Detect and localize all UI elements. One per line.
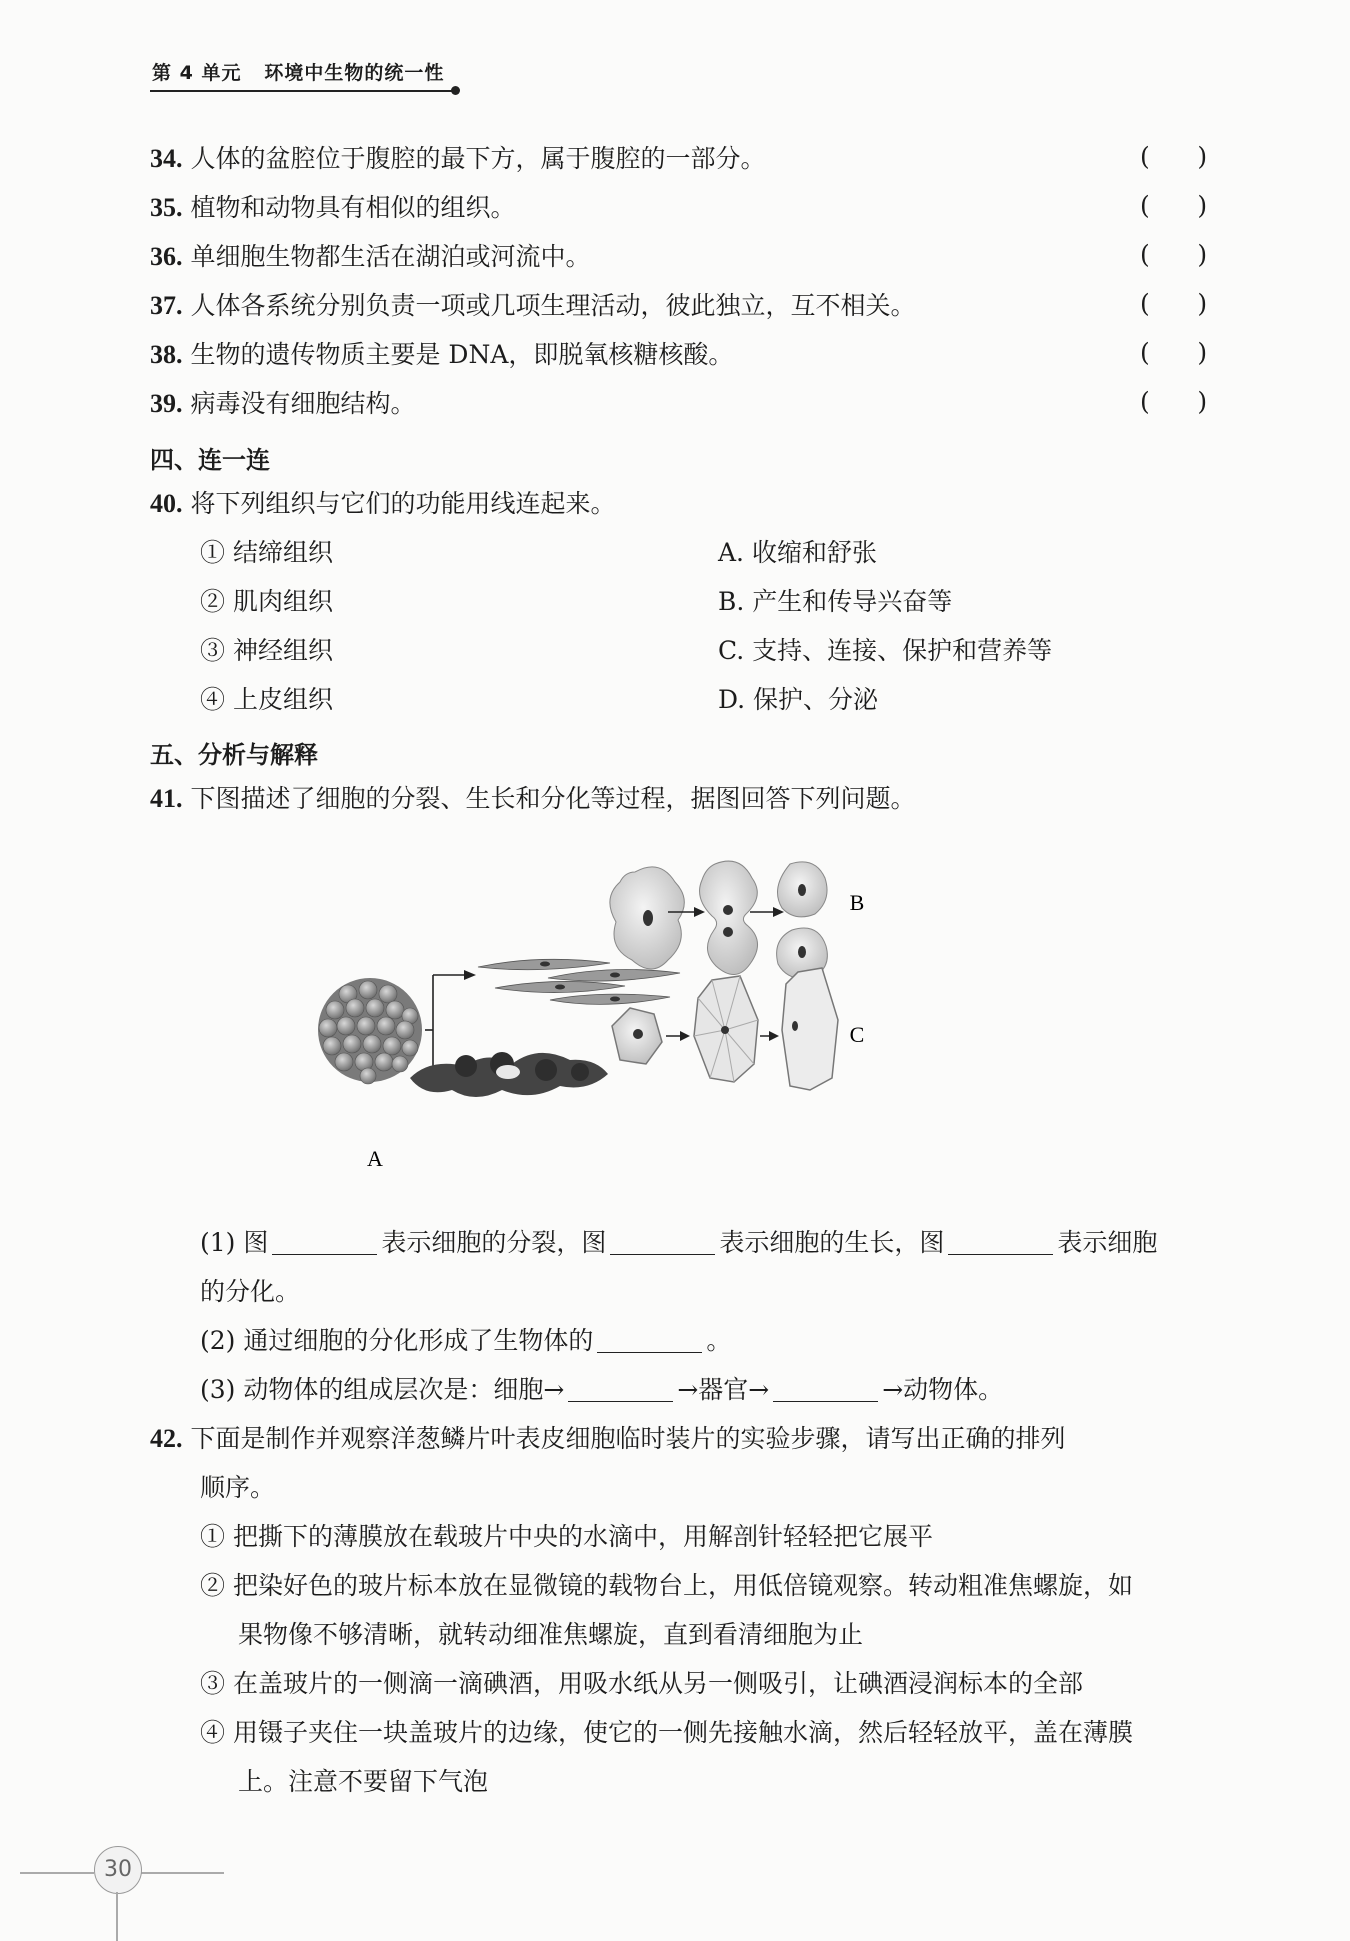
- header-rule: [150, 90, 456, 92]
- question-42: 42. 下面是制作并观察洋葱鳞片叶表皮细胞临时装片的实验步骤，请写出正确的排列: [150, 1424, 1066, 1453]
- unit-title: 环境中生物的统一性: [264, 62, 445, 84]
- figure-label-b: B: [849, 890, 865, 915]
- tissue-item-4[interactable]: ④ 上皮组织: [200, 685, 333, 714]
- step-2: ② 把染好色的玻片标本放在显微镜的载物台上，用低倍镜观察。转动粗准焦螺旋，如: [200, 1571, 1133, 1600]
- tissue-item-3[interactable]: ③ 神经组织: [200, 636, 333, 665]
- step-4-cont: 上。注意不要留下气泡: [238, 1767, 489, 1796]
- function-item-d[interactable]: D. 保护、分泌: [718, 685, 879, 714]
- figure-label-a: A: [367, 1146, 383, 1171]
- step-2-cont: 果物像不够清晰，就转动细准焦螺旋，直到看清细胞为止: [238, 1620, 864, 1649]
- page-number: 30: [94, 1846, 142, 1894]
- tissue-item-1[interactable]: ① 结缔组织: [200, 538, 333, 567]
- question-39: 39. 病毒没有细胞结构。: [150, 389, 416, 418]
- blank-differentiation[interactable]: [948, 1228, 1053, 1255]
- step-3: ③ 在盖玻片的一侧滴一滴碘酒，用吸水纸从另一侧吸引，让碘酒浸润标本的全部: [200, 1669, 1083, 1698]
- q41-sub1-line2: 的分化。: [200, 1277, 301, 1306]
- blank-formed[interactable]: [597, 1326, 702, 1353]
- running-header: [152, 58, 444, 85]
- function-item-c[interactable]: C. 支持、连接、保护和营养等: [718, 636, 1053, 665]
- question-41: 41. 下图描述了细胞的分裂、生长和分化等过程，据图回答下列问题。: [150, 784, 916, 813]
- question-37: 37. 人体各系统分别负责一项或几项生理活动，彼此独立，互不相关。: [150, 291, 916, 320]
- cell-cluster: [318, 978, 422, 1084]
- footer-rule-vertical: [116, 1892, 118, 1941]
- step-4: ④ 用镊子夹住一块盖玻片的边缘，使它的一侧先接触水滴，然后轻轻放平，盖在薄膜: [200, 1718, 1133, 1747]
- blank-level-2[interactable]: [773, 1375, 878, 1402]
- question-36: 36. 单细胞生物都生活在湖泊或河流中。: [150, 242, 591, 271]
- function-item-a[interactable]: A. 收缩和舒张: [718, 538, 877, 567]
- unit-label: 第 4 单元: [152, 62, 242, 84]
- q41-sub3: (3) 动物体的组成层次是：细胞→ →器官→ →动物体。: [200, 1375, 1004, 1404]
- step-1: ① 把撕下的薄膜放在载玻片中央的水滴中，用解剖针轻轻把它展平: [200, 1522, 933, 1551]
- question-40: 40. 将下列组织与它们的功能用线连起来。: [150, 489, 616, 518]
- answer-paren-37[interactable]: ( ): [1140, 289, 1208, 318]
- nerve-cells: [410, 1052, 608, 1097]
- answer-paren-39[interactable]: ( ): [1140, 387, 1208, 416]
- q41-sub1-line1: (1) 图 表示细胞的分裂，图 表示细胞的生长，图 表示细胞: [200, 1228, 1158, 1257]
- blank-level-1[interactable]: [568, 1375, 673, 1402]
- cell-process-figure: [270, 860, 1090, 1190]
- q41-sub2: (2) 通过细胞的分化形成了生物体的 。: [200, 1326, 732, 1355]
- answer-paren-38[interactable]: ( ): [1140, 338, 1208, 367]
- footer-rule-left: [20, 1872, 94, 1874]
- figure-label-c: C: [849, 1022, 865, 1047]
- answer-paren-34[interactable]: ( ): [1140, 142, 1208, 171]
- answer-paren-35[interactable]: ( ): [1140, 191, 1208, 220]
- blank-division[interactable]: [272, 1228, 377, 1255]
- section-heading-4: 四、连一连: [150, 446, 270, 474]
- division-row: [610, 861, 828, 979]
- question-34: 34. 人体的盆腔位于腹腔的最下方，属于腹腔的一部分。: [150, 144, 766, 173]
- question-35: 35. 植物和动物具有相似的组织。: [150, 193, 516, 222]
- answer-paren-36[interactable]: ( ): [1140, 240, 1208, 269]
- tissue-item-2[interactable]: ② 肌肉组织: [200, 587, 333, 616]
- question-38: 38. 生物的遗传物质主要是 DNA，即脱氧核糖核酸。: [150, 340, 734, 369]
- header-dot: [451, 86, 460, 95]
- question-42-cont: 顺序。: [200, 1473, 276, 1502]
- blank-growth[interactable]: [610, 1228, 715, 1255]
- growth-row: [612, 968, 838, 1090]
- footer-rule-right: [140, 1872, 224, 1874]
- section-heading-5: 五、分析与解释: [150, 741, 318, 769]
- function-item-b[interactable]: B. 产生和传导兴奋等: [718, 587, 953, 616]
